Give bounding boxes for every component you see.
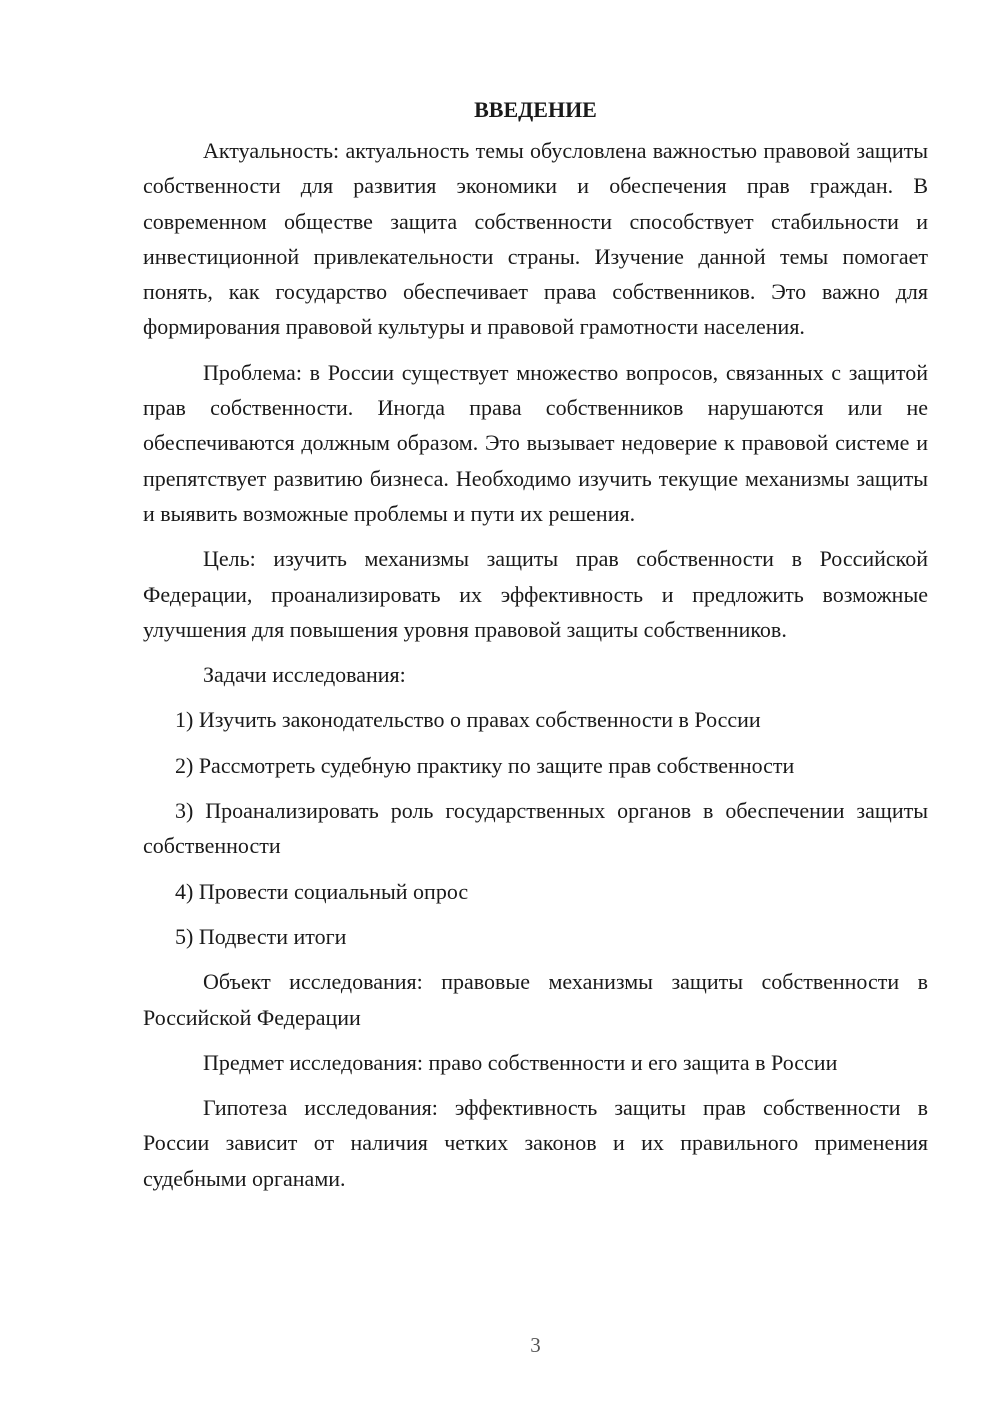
document-page bbox=[143, 88, 928, 1206]
paragraph-goal: Цель: изучить механизмы защиты прав собственности в Российской Федерации, проанализировать их эффективность и предложить возможные улучшения для повышения уровня правовой защиты собственников. bbox=[143, 546, 928, 642]
paragraph-subject: Предмет исследования: право собственности и его защита в России bbox=[203, 1049, 838, 1075]
task-item-5: 5) Подвести итоги bbox=[175, 923, 347, 949]
paragraph-hypothesis: Гипотеза исследования: эффективность защиты прав собственности в России зависит от наличия четких законов и их правильного применения судебными органами. bbox=[143, 1095, 928, 1191]
task-item-1: 1) Изучить законодательство о правах собственности в России bbox=[175, 707, 761, 733]
tasks-heading: Задачи исследования: bbox=[203, 662, 406, 688]
page-number: 3 bbox=[530, 1333, 541, 1357]
task-item-4: 4) Провести социальный опрос bbox=[175, 878, 469, 904]
paragraph-problem: Проблема: в России существует множество вопросов, связанных с защитой прав собственности. Иногда права собственников нарушаются или не обеспечиваются должным образом. Это вызывает недоверие к правовой системе и препятствует развитию бизнеса. Необходимо изучить текущие механизмы защиты и выявить возможные проблемы и пути их решения. bbox=[143, 359, 928, 526]
task-item-3: 3) Проанализировать роль государственных органов в обеспечении защиты собственности bbox=[143, 798, 928, 859]
task-item-2: 2) Рассмотреть судебную практику по защите прав собственности bbox=[175, 752, 795, 778]
paragraph-relevance: Актуальность: актуальность темы обусловлена важностью правовой защиты собственности для развития экономики и обеспечения прав граждан. В современном обществе защита собственности способствует стабильности и инвестиционной привлекательности страны. Изучение данной темы помогает понять, как государство обеспечивает права собственников. Это важно для формирования правовой культуры и правовой грамотности населения. bbox=[143, 138, 928, 340]
page-title: ВВЕДЕНИЕ bbox=[474, 97, 597, 122]
paragraph-object: Объект исследования: правовые механизмы защиты собственности в Российской Федерации bbox=[143, 969, 928, 1030]
